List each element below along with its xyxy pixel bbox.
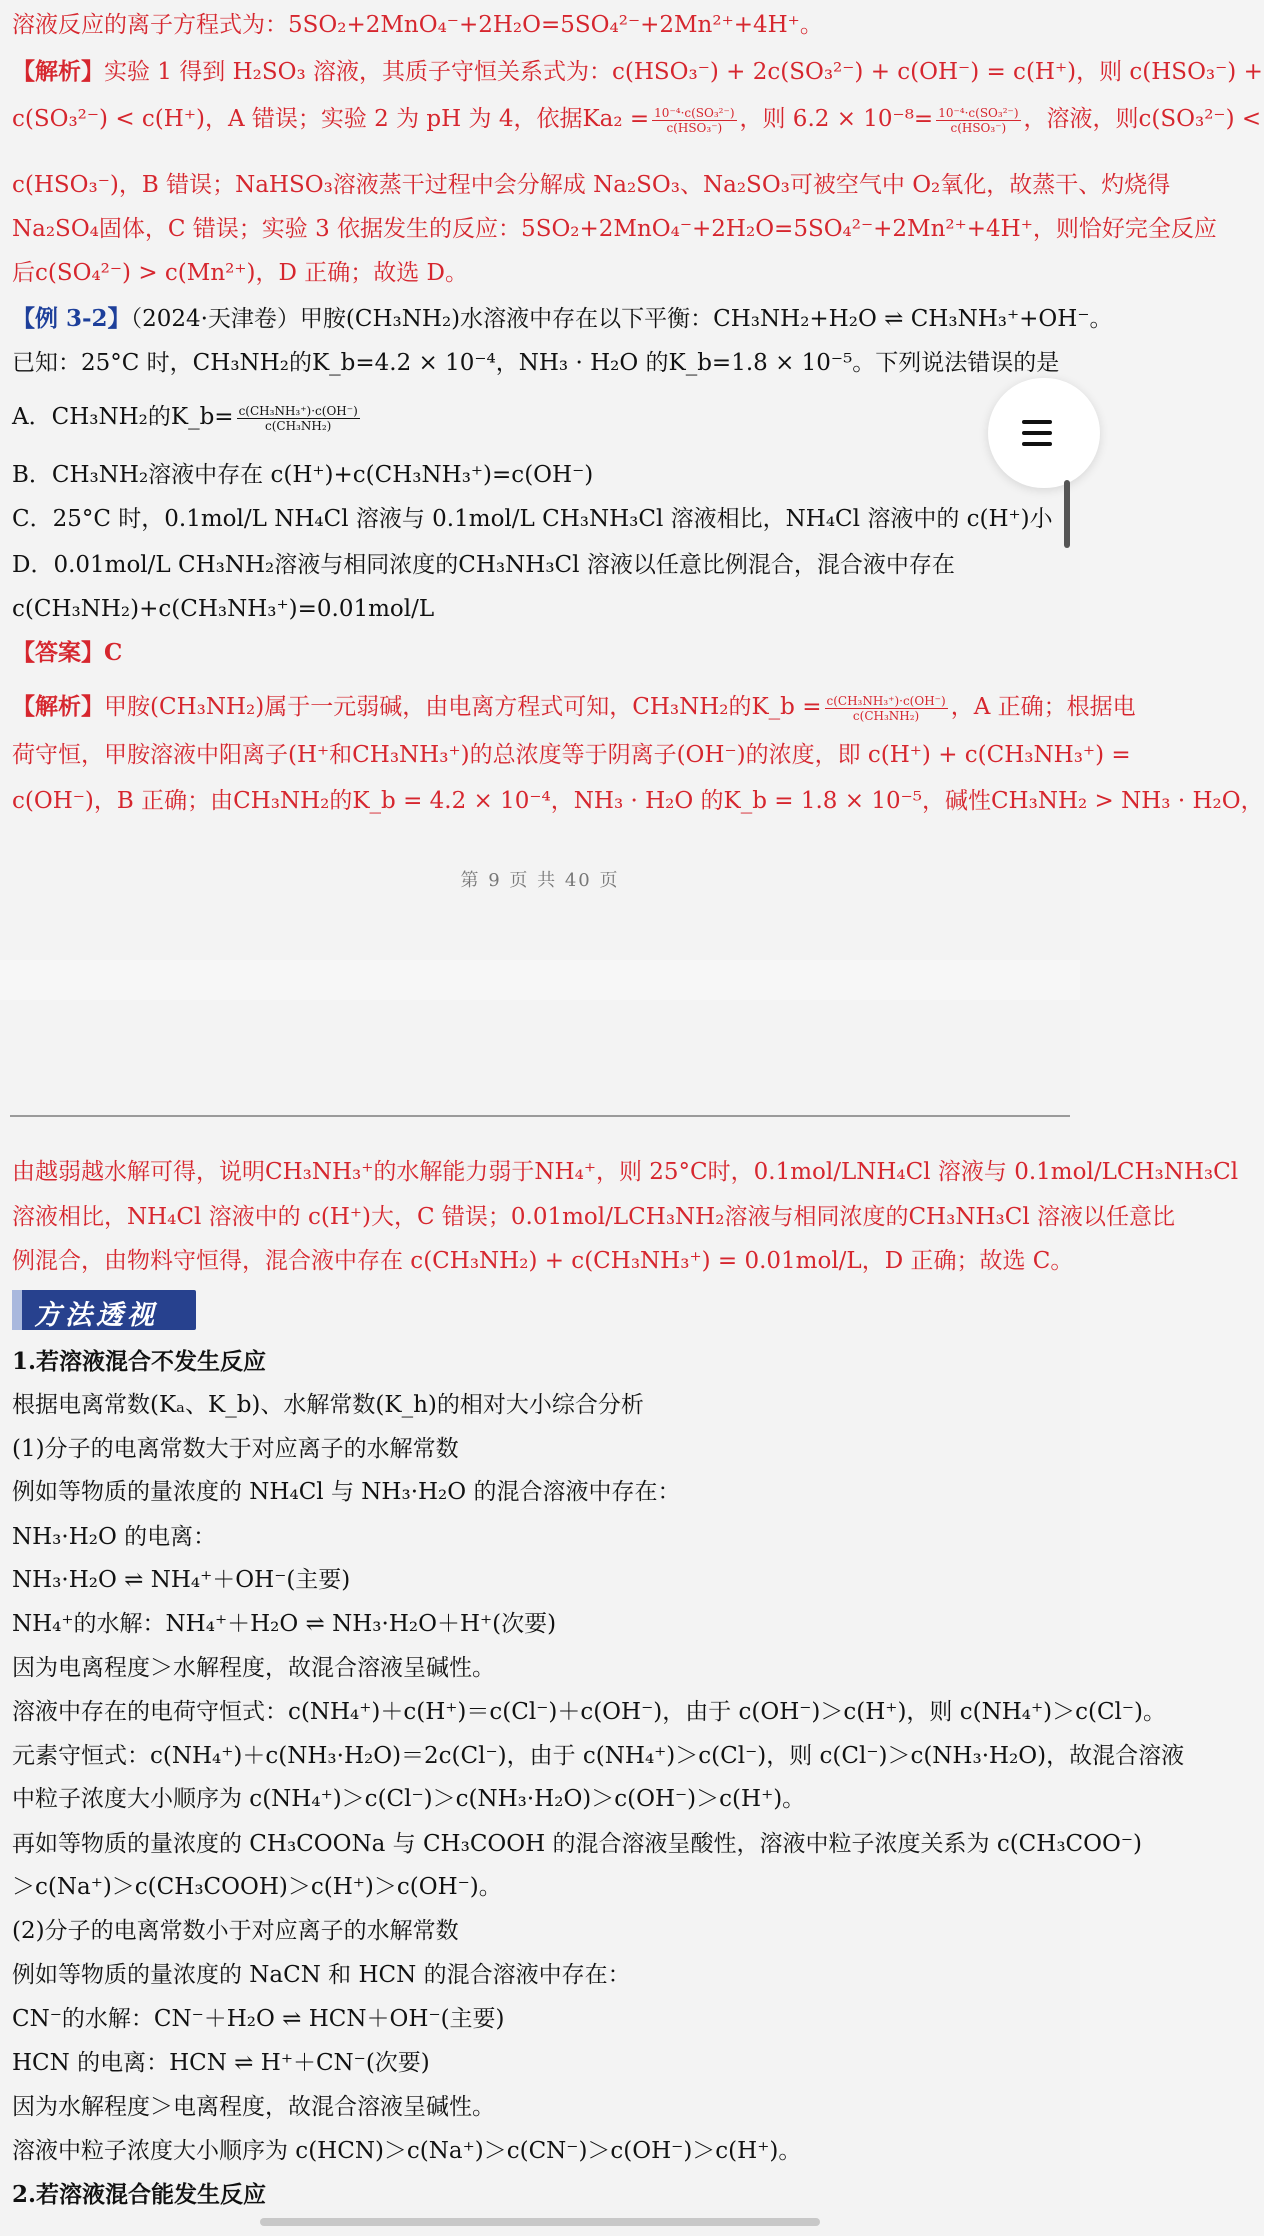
text-line: 中粒子浓度大小顺序为 c(NH₄⁺)＞c(Cl⁻)＞c(NH₃·H₂O)＞c(OH⁻)＞c(H⁺)。	[12, 1786, 806, 1812]
fraction	[825, 694, 948, 723]
option-c: C．25°C 时，0.1mol/L NH₄Cl 溶液与 0.1mol/L CH₃NH₃Cl 溶液相比，NH₄Cl 溶液中的 c(H⁺)小	[12, 506, 1053, 532]
menu-bar	[1022, 442, 1052, 446]
equation-line: CN⁻的水解：CN⁻＋H₂O ⇌ HCN＋OH⁻(主要)	[12, 2006, 505, 2032]
text-line: 溶液反应的离子方程式为：5SO₂+2MnO₄⁻+2H₂O=5SO₄²⁻+2Mn²⁺+4H⁺。	[12, 12, 823, 38]
text-line: 例混合，由物料守恒得，混合液中存在 c(CH₃NH₂) + c(CH₃NH₃⁺) = 0.01mol/L，D 正确；故选 C。	[12, 1248, 1074, 1274]
equation-line: HCN 的电离：HCN ⇌ H⁺＋CN⁻(次要)	[12, 2050, 430, 2076]
text-line: 例如等物质的量浓度的 NaCN 和 HCN 的混合溶液中存在：	[12, 1962, 631, 1988]
text-line: 例如等物质的量浓度的 NH₄Cl 与 NH₃·H₂O 的混合溶液中存在：	[12, 1479, 681, 1505]
text-span: ，则 6.2 × 10⁻⁸=	[739, 106, 934, 132]
home-indicator[interactable]	[260, 2218, 820, 2226]
text-line: 元素守恒式：c(NH₄⁺)＋c(NH₃·H₂O)＝2c(Cl⁻)，由于 c(NH₄⁺)＞c(Cl⁻)，则 c(Cl⁻)＞c(NH₃·H₂O)，故混合溶液	[12, 1743, 1185, 1769]
analysis-paragraph-line	[12, 690, 1136, 724]
example-tag: 【例 3-2】	[12, 305, 131, 332]
text-line: 溶液相比，NH₄Cl 溶液中的 c(H⁺)大，C 错误；0.01mol/LCH₃NH₂溶液与相同浓度的CH₃NH₃Cl 溶液以任意比	[12, 1204, 1175, 1230]
page-gap	[0, 960, 1080, 1000]
fraction-numerator: 10⁻⁴·c(SO₃²⁻)	[938, 105, 1019, 120]
banner-title: 方法透视	[34, 1300, 158, 1331]
fraction-denominator: c(HSO₃⁻)	[950, 120, 1007, 135]
text-line: 后c(SO₄²⁻) > c(Mn²⁺)，D 正确；故选 D。	[12, 260, 468, 286]
text-span: A．CH₃NH₂的K_b=	[12, 404, 234, 430]
menu-bar	[1022, 431, 1052, 435]
text-line: 溶液中粒子浓度大小顺序为 c(HCN)＞c(Na⁺)＞c(CN⁻)＞c(OH⁻)＞c(H⁺)。	[12, 2138, 802, 2164]
fraction	[237, 404, 360, 433]
equation-line: NH₃·H₂O ⇌ NH₄⁺＋OH⁻(主要)	[12, 1567, 351, 1593]
text-line: Na₂SO₄固体，C 错误；实验 3 依据发生的反应：5SO₂+2MnO₄⁻+2H₂O=5SO₄²⁻+2Mn²⁺+4H⁺，则恰好完全反应	[12, 216, 1217, 242]
text-span: 甲胺(CH₃NH₂)属于一元弱碱，由电离方程式可知，CH₃NH₂的K_b =	[104, 694, 822, 720]
text-line: 因为电离程度＞水解程度，故混合溶液呈碱性。	[12, 1655, 495, 1681]
text-line: 溶液中存在的电荷守恒式：c(NH₄⁺)＋c(H⁺)＝c(Cl⁻)＋c(OH⁻)，由于 c(OH⁻)＞c(H⁺)，则 c(NH₄⁺)＞c(Cl⁻)。	[12, 1699, 1167, 1725]
fraction-denominator: c(CH₃NH₂)	[265, 418, 332, 433]
section-heading: 1.若溶液混合不发生反应	[12, 1348, 267, 1375]
fraction-numerator: c(CH₃NH₃⁺)·c(OH⁻)	[238, 403, 358, 418]
text-line: 由越弱越水解可得，说明CH₃NH₃⁺的水解能力弱于NH₄⁺，则 25°C时，0.1mol/LNH₄Cl 溶液与 0.1mol/LCH₃NH₃Cl	[12, 1159, 1239, 1185]
option-b: B．CH₃NH₂溶液中存在 c(H⁺)+c(CH₃NH₃⁺)=c(OH⁻)	[12, 462, 594, 488]
text-line: c(HSO₃⁻)，B 错误；NaHSO₃溶液蒸干过程中会分解成 Na₂SO₃、Na₂SO₃可被空气中 O₂氧化，故蒸干、灼烧得	[12, 172, 1171, 198]
answer-line: 【答案】C	[12, 639, 123, 666]
text-span: c(SO₃²⁻) < c(H⁺)，A 错误；实验 2 为 pH 为 4，依据Ka₂ =	[12, 106, 650, 132]
menu-bar	[1022, 420, 1052, 424]
page-9	[0, 0, 1264, 960]
section-heading: 2.若溶液混合能发生反应	[12, 2181, 267, 2208]
banner-strip	[12, 1290, 22, 1330]
analysis-tag: 【解析】	[12, 58, 104, 85]
analysis-tag: 【解析】	[12, 693, 104, 720]
text-line: (1)分子的电离常数大于对应离子的水解常数	[12, 1436, 459, 1462]
example-heading-line	[12, 302, 1113, 336]
fraction-numerator: c(CH₃NH₃⁺)·c(OH⁻)	[826, 693, 946, 708]
text-line: NH₃·H₂O 的电离：	[12, 1524, 217, 1550]
scrollbar-thumb[interactable]	[1064, 480, 1070, 548]
hamburger-menu-icon[interactable]	[988, 378, 1100, 488]
text-line-with-fractions	[12, 102, 1262, 136]
fraction	[652, 106, 736, 135]
text-line: 已知：25°C 时，CH₃NH₂的K_b=4.2 × 10⁻⁴，NH₃ · H₂O 的K_b=1.8 × 10⁻⁵。下列说法错误的是	[12, 350, 1060, 376]
equation-line: NH₄⁺的水解：NH₄⁺＋H₂O ⇌ NH₃·H₂O＋H⁺(次要)	[12, 1611, 557, 1637]
text-line: 再如等物质的量浓度的 CH₃COONa 与 CH₃COOH 的混合溶液呈酸性，溶液中粒子浓度关系为 c(CH₃COO⁻)	[12, 1831, 1142, 1857]
text-line: c(CH₃NH₂)+c(CH₃NH₃⁺)=0.01mol/L	[12, 596, 435, 622]
text-line: ＞c(Na⁺)＞c(CH₃COOH)＞c(H⁺)＞c(OH⁻)。	[12, 1874, 502, 1900]
fraction-numerator: 10⁻⁴·c(SO₃²⁻)	[654, 105, 735, 120]
text-span: （2024·天津卷）甲胺(CH₃NH₂)水溶液中存在以下平衡：CH₃NH₂+H₂O ⇌ CH₃NH₃⁺+OH⁻。	[130, 306, 1113, 332]
section-banner	[12, 1290, 196, 1330]
option-a	[12, 400, 1050, 434]
fraction-denominator: c(HSO₃⁻)	[666, 120, 723, 135]
page-footer: 第 9 页 共 40 页	[460, 870, 620, 891]
analysis-paragraph-line	[12, 55, 1263, 89]
text-line: 荷守恒，甲胺溶液中阳离子(H⁺和CH₃NH₃⁺)的总浓度等于阴离子(OH⁻)的浓度，即 c(H⁺) + c(CH₃NH₃⁺) =	[12, 742, 1131, 768]
text-line: (2)分子的电离常数小于对应离子的水解常数	[12, 1918, 459, 1944]
option-d: D．0.01mol/L CH₃NH₂溶液与相同浓度的CH₃NH₃Cl 溶液以任意比例混合，混合液中存在	[12, 552, 955, 578]
text-span: ，A 正确；根据电	[950, 694, 1136, 720]
text-span: ，溶液，则c(SO₃²⁻) <	[1023, 106, 1262, 132]
text-line: c(OH⁻)，B 正确；由CH₃NH₂的K_b = 4.2 × 10⁻⁴，NH₃ · H₂O 的K_b = 1.8 × 10⁻⁵，碱性CH₃NH₂ > NH₃ · H₂O，	[12, 788, 1264, 814]
text-line: 根据电离常数(Kₐ、K_b)、水解常数(K_h)的相对大小综合分析	[12, 1392, 644, 1418]
fraction	[936, 106, 1020, 135]
text-span: 实验 1 得到 H₂SO₃ 溶液，其质子守恒关系式为：c(HSO₃⁻) + 2c(SO₃²⁻) + c(OH⁻) = c(H⁺)，则 c(HSO₃⁻) +	[104, 59, 1263, 85]
text-line: 因为水解程度＞电离程度，故混合溶液呈碱性。	[12, 2094, 495, 2120]
page-divider	[10, 1115, 1070, 1117]
fraction-denominator: c(CH₃NH₂)	[852, 708, 920, 723]
